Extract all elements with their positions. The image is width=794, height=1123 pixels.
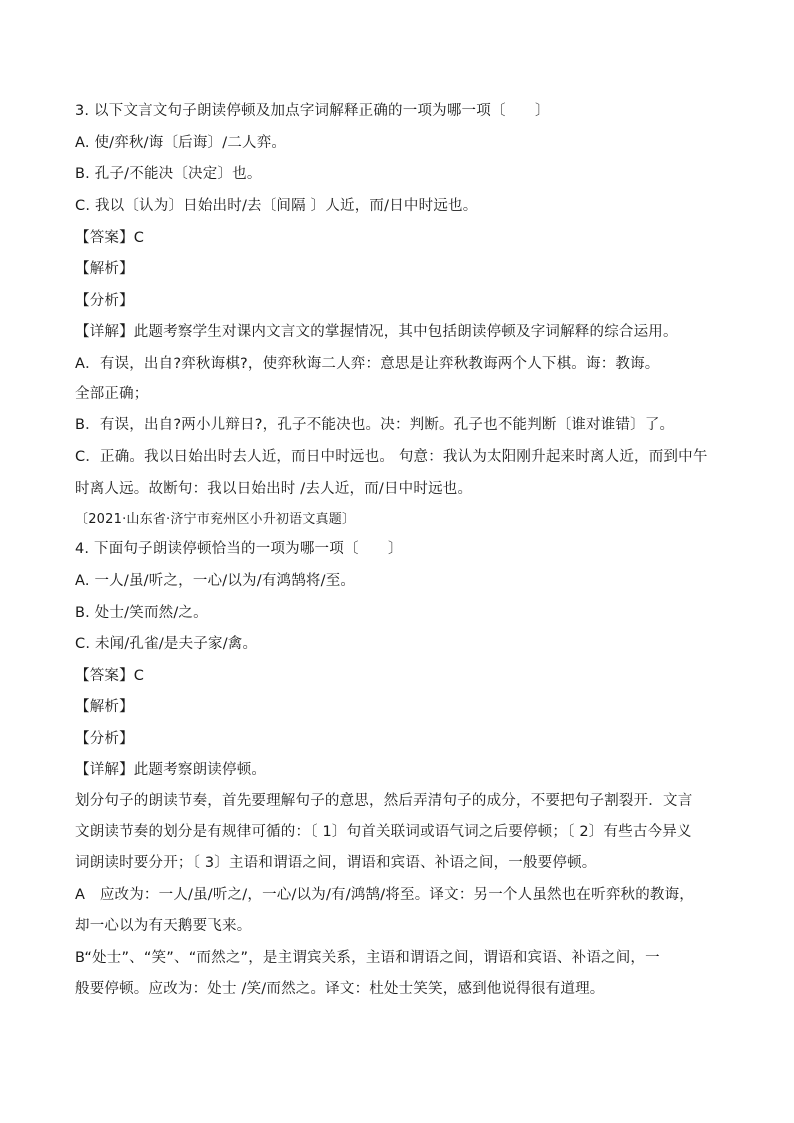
question-4-analysis-heading: 【分析】 [75, 731, 134, 747]
question-4-detail-a: A 应改为：一人/虽/听之/，一心/以为/有/鸿鹄/将至。译文：另一个人虽然也在听弈秋的教诲， [75, 887, 695, 903]
question-3-option-a: A. 使/弈秋/诲〔后诲〕/二人弈。 [75, 135, 287, 151]
question-4-detail-b-cont: 般要停顿。应改为：处士 /笑/而然之。译文：杜处士笑笑，感到他说得很有道理。 [75, 981, 605, 997]
question-4-detail-b: B“处士”、“笑”、“而然之”，是主谓宾关系，主语和谓语之间，谓语和宾语、补语之间，一 [75, 950, 660, 966]
question-3-detail-c: C．正确。我以日始出时去人近，而日中时远也。 句意：我认为太阳刚升起来时离人近，而到中午 [75, 449, 708, 465]
question-3-option-c: C. 我以〔认为〕日始出时/去〔间隔 〕人近，而/日中时远也。 [75, 198, 478, 214]
question-3-detail-a-cont: 全部正确； [75, 386, 149, 402]
question-4-rule-line-1: 划分句子的朗读节奏，首先要理解句子的意思，然后弄清句子的成分，不要把句子割裂开．文言 [75, 793, 693, 809]
question-3-option-b: B. 孔子/不能决〔决定〕也。 [75, 166, 262, 182]
question-3-analysis-heading: 【分析】 [75, 293, 134, 309]
question-4-source: 〔2021·山东省·济宁市兖州区小升初语文真题〕 [75, 512, 356, 527]
question-3-detail-b: B．有误，出自?两小儿辩日?，孔子不能决也。决：判断。孔子也不能判断〔谁对谁错〕了。 [75, 417, 675, 433]
question-4-stem: 4. 下面句子朗读停顿恰当的一项为哪一项〔 〕 [75, 541, 403, 557]
question-4-option-b: B. 处士/笑而然/之。 [75, 605, 208, 621]
question-4-answer: 【答案】C [75, 668, 145, 684]
question-4-rule-line-2: 文朗读节奏的划分是有规律可循的：〔 1〕句首关联词或语气词之后要停顿；〔 2〕有些古今异义 [75, 824, 692, 840]
question-4-rule-line-3: 词朗读时要分开；〔 3〕主语和谓语之间，谓语和宾语、补语之间，一般要停顿。 [75, 855, 597, 871]
question-4-detail: 【详解】此题考察朗读停顿。 [75, 762, 267, 778]
question-4-detail-a-cont: 却一心以为有天鹅要飞来。 [75, 918, 252, 934]
question-3-detail: 【详解】此题考察学生对课内文言文的掌握情况，其中包括朗读停顿及字词解释的综合运用。 [75, 324, 678, 340]
question-3-stem: 3. 以下文言文句子朗读停顿及加点字词解释正确的一项为哪一项〔 〕 [75, 103, 550, 119]
question-4-option-a: A. 一人/虽/听之，一心/以为/有鸿鹄将/至。 [75, 573, 356, 589]
question-3-answer: 【答案】C [75, 230, 145, 246]
question-4-explanation-heading: 【解析】 [75, 699, 134, 715]
question-3-detail-c-cont: 时离人远。故断句：我以日始出时 /去人近，而/日中时远也。 [75, 481, 473, 497]
question-4-option-c: C. 未闻/孔雀/是夫子家/禽。 [75, 636, 258, 652]
question-3-detail-a: A．有误，出自?弈秋诲棋?，使弈秋诲二人弈：意思是让弈秋教诲两个人下棋。诲：教诲。 [75, 356, 660, 372]
question-3-explanation-heading: 【解析】 [75, 261, 134, 277]
